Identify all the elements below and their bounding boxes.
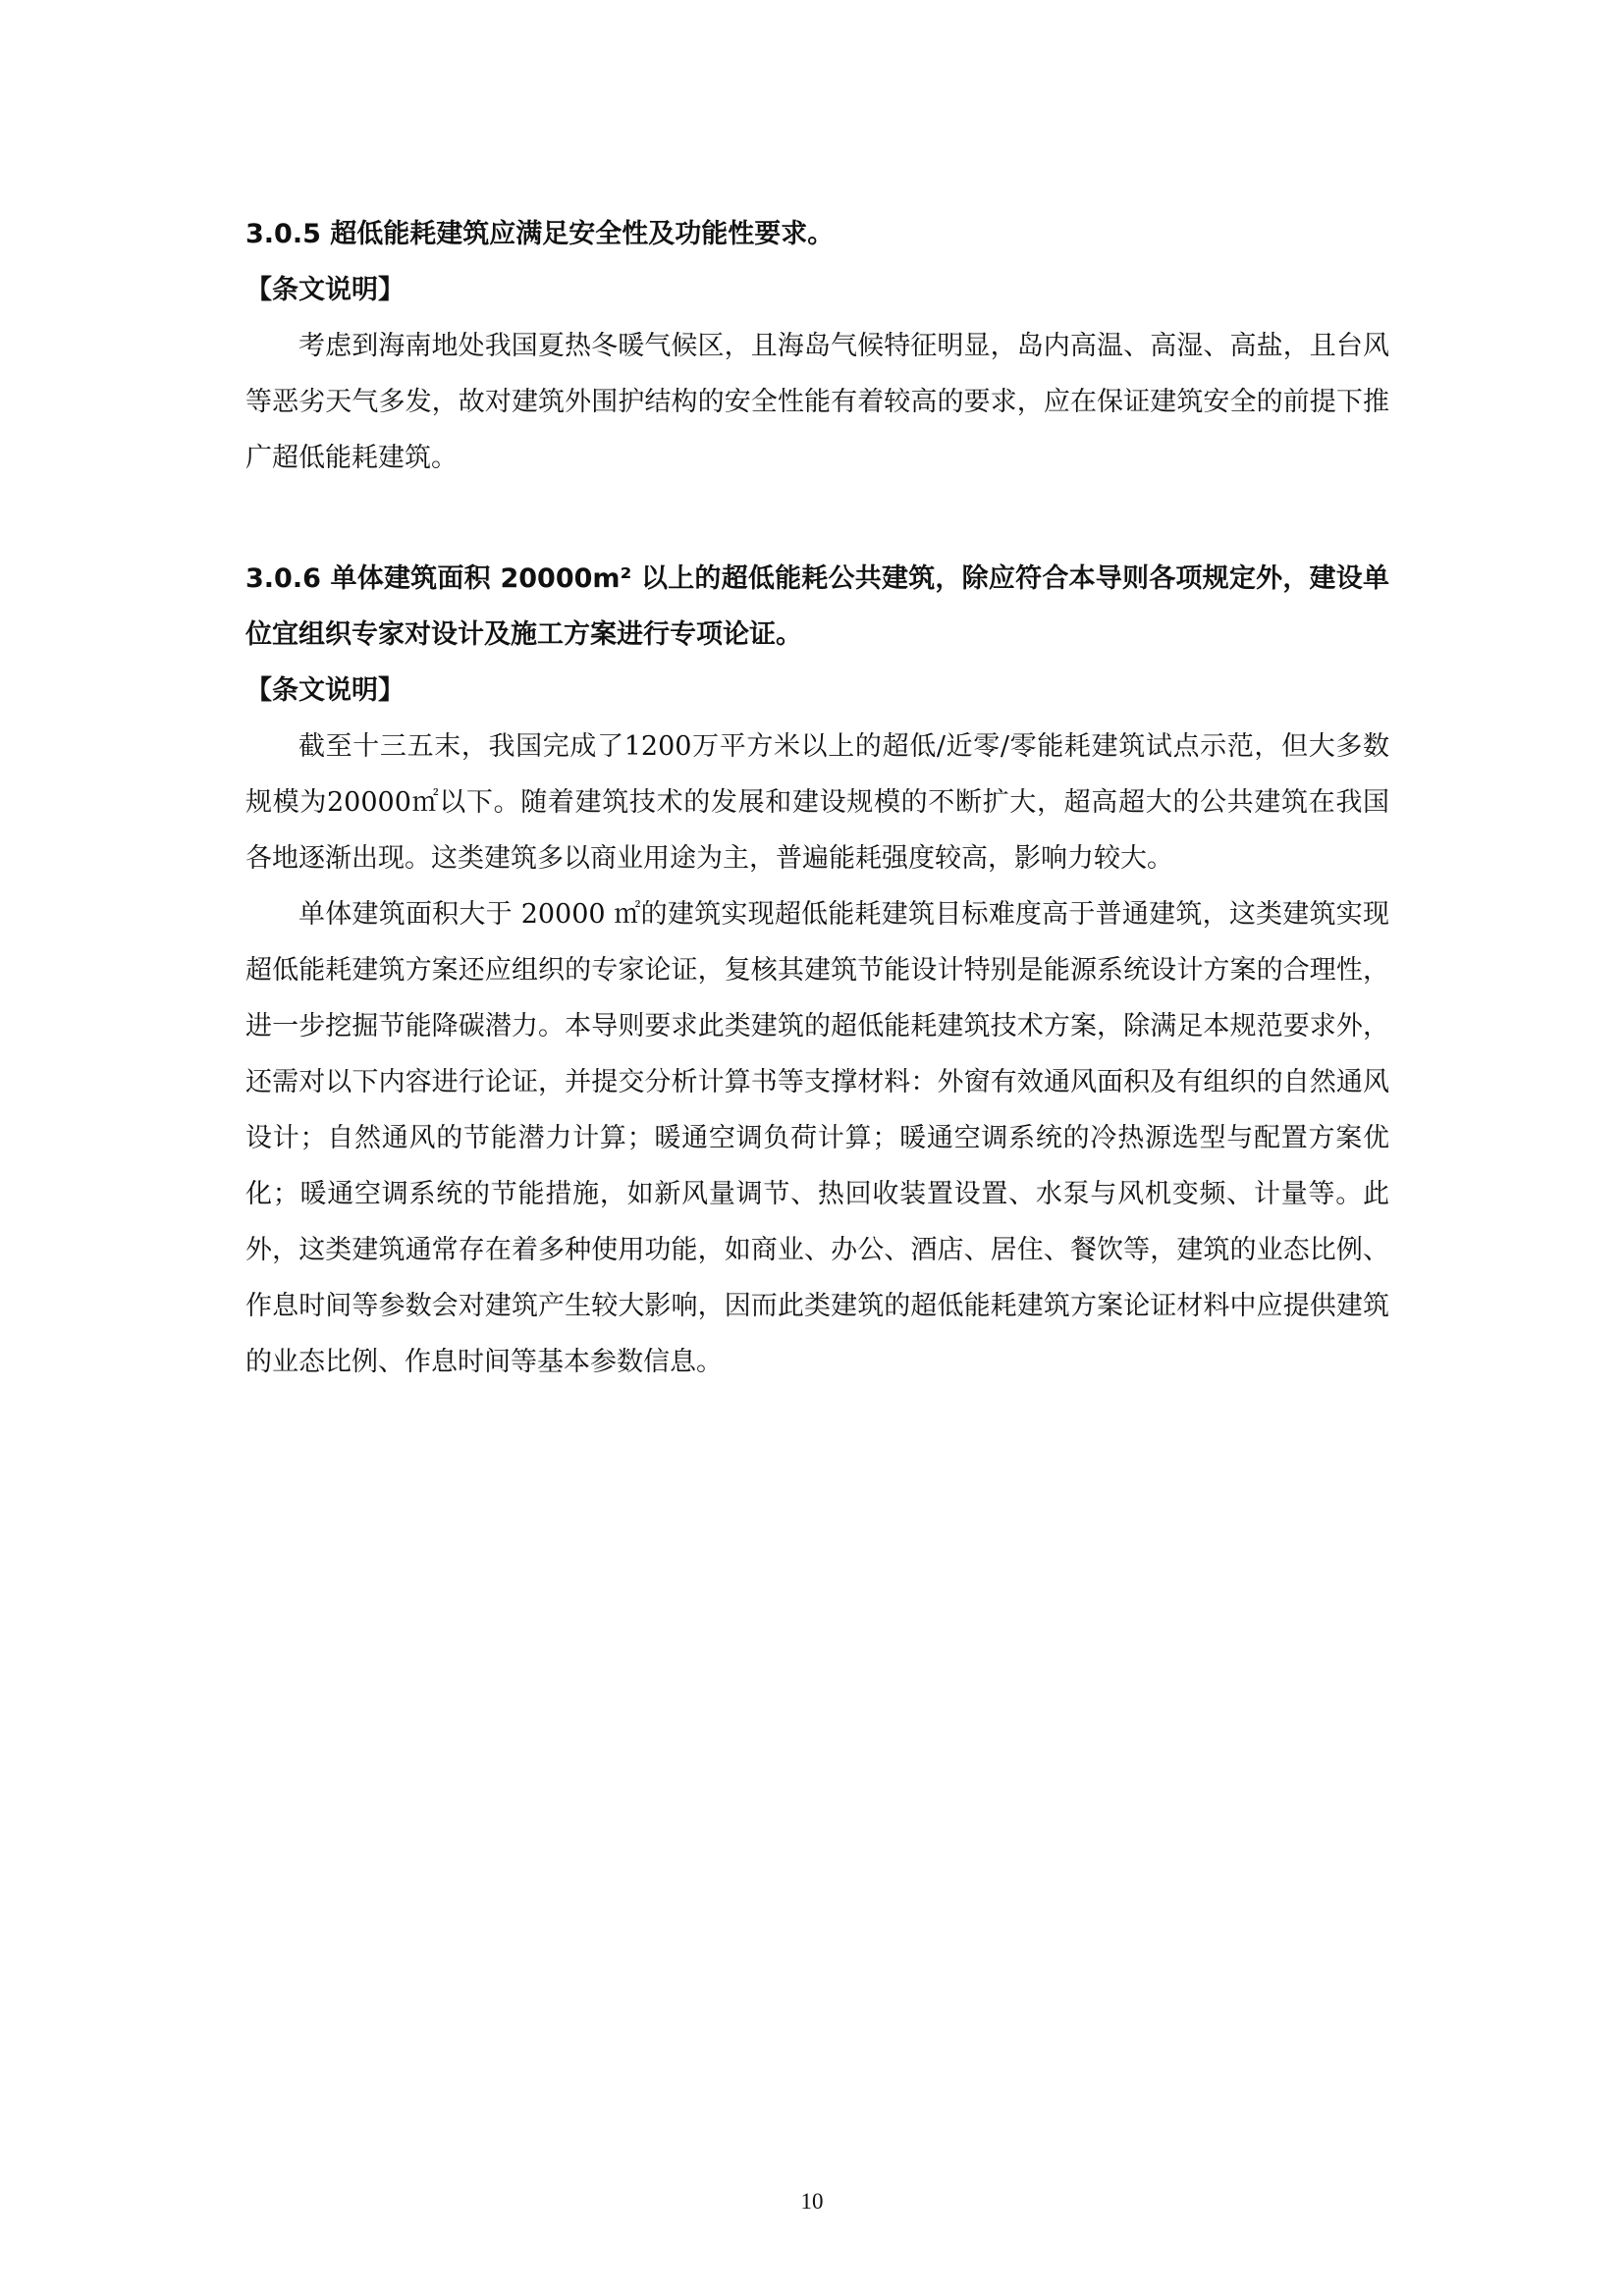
clause-explanation-label: 【条文说明】 xyxy=(245,675,405,706)
clause-3-0-5 xyxy=(245,206,1389,486)
explanation-paragraph: 截至十三五末，我国完成了1200万平方米以上的超低/近零/零能耗建筑试点示范，但大多数规模为20000㎡以下。随着建筑技术的发展和建设规模的不断扩大，超高超大的公共建筑在我国各地逐渐出现。这类建筑多以商业用途为主，普遍能耗强度较高，影响力较大。 xyxy=(245,731,1389,874)
clause-heading: 3.0.5 超低能耗建筑应满足安全性及功能性要求。 xyxy=(245,219,835,249)
document-body xyxy=(245,206,1389,1390)
section-spacer xyxy=(245,486,1389,551)
explanation-paragraph: 单体建筑面积大于 20000 ㎡的建筑实现超低能耗建筑目标难度高于普通建筑，这类建筑实现超低能耗建筑方案还应组织的专家论证，复核其建筑节能设计特别是能源系统设计方案的合理性，进一步挖掘节能降碳潜力。本导则要求此类建筑的超低能耗建筑技术方案，除满足本规范要求外，还需对以下内容进行论证，并提交分析计算书等支撑材料：外窗有效通风面积及有组织的自然通风设计；自然通风的节能潜力计算；暖通空调负荷计算；暖通空调系统的冷热源选型与配置方案优化；暖通空调系统的节能措施，如新风量调节、热回收装置设置、水泵与风机变频、计量等。此外，这类建筑通常存在着多种使用功能，如商业、办公、酒店、居住、餐饮等，建筑的业态比例、作息时间等参数会对建筑产生较大影响，因而此类建筑的超低能耗建筑方案论证材料中应提供建筑的业态比例、作息时间等基本参数信息。 xyxy=(245,899,1389,1377)
explanation-paragraph: 考虑到海南地处我国夏热冬暖气候区，且海岛气候特征明显，岛内高温、高湿、高盐，且台风等恶劣天气多发，故对建筑外围护结构的安全性能有着较高的要求，应在保证建筑安全的前提下推广超低能耗建筑。 xyxy=(245,331,1389,473)
clause-heading: 3.0.6 单体建筑面积 20000m² 以上的超低能耗公共建筑，除应符合本导则各项规定外，建设单位宜组织专家对设计及施工方案进行专项论证。 xyxy=(245,563,1389,650)
clause-3-0-6 xyxy=(245,551,1389,1390)
clause-explanation-label: 【条文说明】 xyxy=(245,275,405,305)
page-number: 10 xyxy=(800,2189,824,2214)
